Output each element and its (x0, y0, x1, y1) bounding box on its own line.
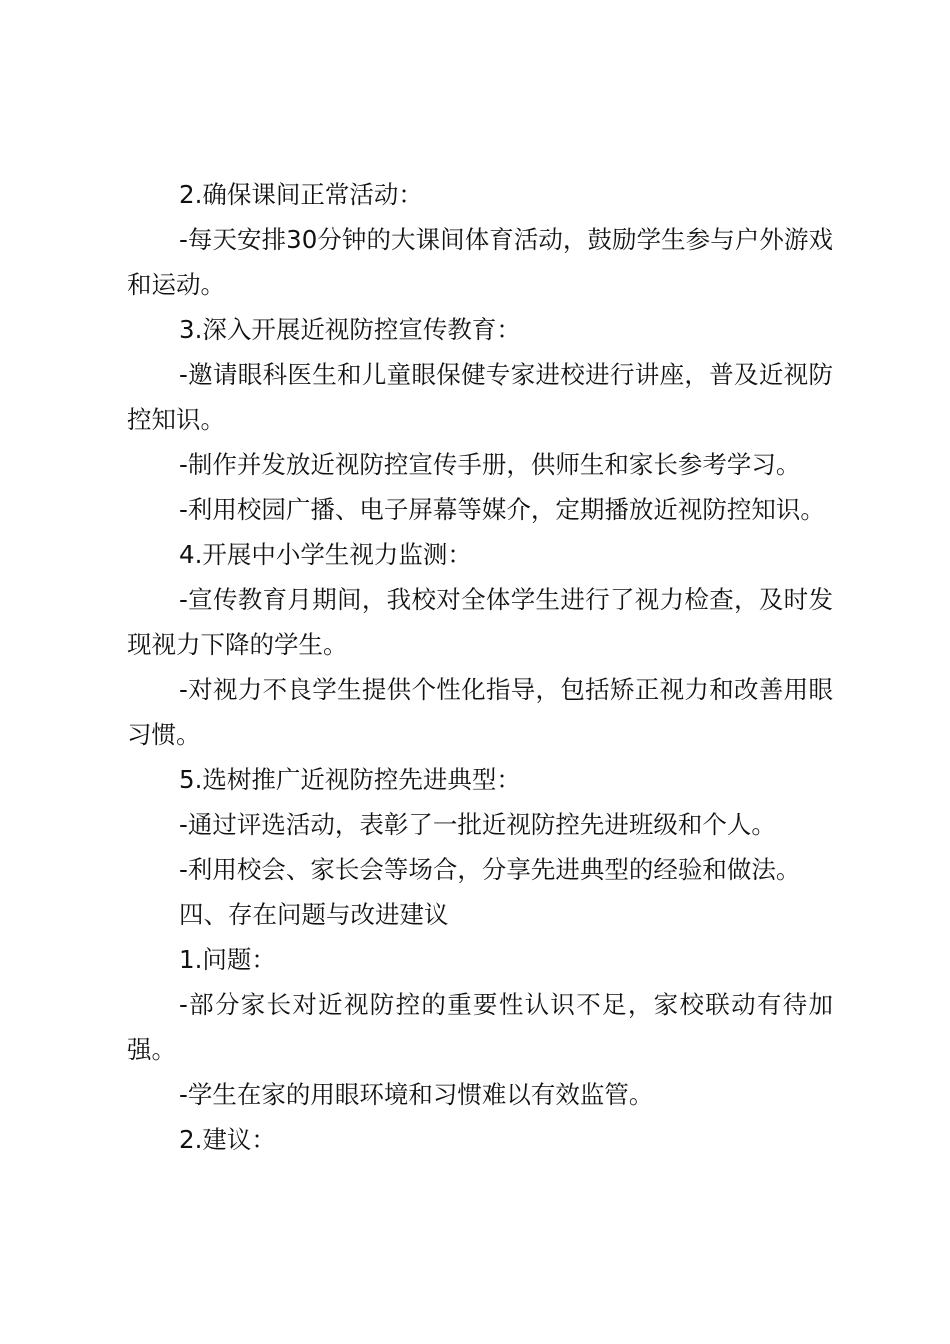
paragraph: -通过评选活动，表彰了一批近视防控先进班级和个人。 (179, 810, 776, 839)
paragraph: -学生在家的用眼环境和习惯难以有效监管。 (179, 1080, 654, 1109)
paragraph: 2.确保课间正常活动： (179, 180, 423, 209)
paragraph: -部分家长对近视防控的重要性认识不足，家校联动有待加强。 (127, 990, 833, 1064)
paragraph: -制作并发放近视防控宣传手册，供师生和家长参考学习。 (179, 450, 801, 479)
paragraph: -宣传教育月期间，我校对全体学生进行了视力检查，及时发现视力下降的学生。 (127, 585, 833, 659)
paragraph: 5.选树推广近视防控先进典型： (179, 765, 521, 794)
document-body (127, 172, 833, 1162)
paragraph: -对视力不良学生提供个性化指导，包括矫正视力和改善用眼习惯。 (127, 675, 833, 749)
paragraph: -利用校会、家长会等场合，分享先进典型的经验和做法。 (179, 855, 801, 884)
paragraph: -每天安排30分钟的大课间体育活动，鼓励学生参与户外游戏和运动。 (127, 225, 833, 299)
paragraph: -邀请眼科医生和儿童眼保健专家进校进行讲座，普及近视防控知识。 (127, 360, 833, 434)
paragraph: 3.深入开展近视防控宣传教育： (179, 315, 521, 344)
paragraph: 1.问题： (179, 945, 276, 974)
paragraph: 2.建议： (179, 1125, 276, 1154)
paragraph: -利用校园广播、电子屏幕等媒介，定期播放近视防控知识。 (179, 495, 825, 524)
paragraph: 4.开展中小学生视力监测： (179, 540, 472, 569)
section-heading: 四、存在问题与改进建议 (179, 900, 449, 929)
